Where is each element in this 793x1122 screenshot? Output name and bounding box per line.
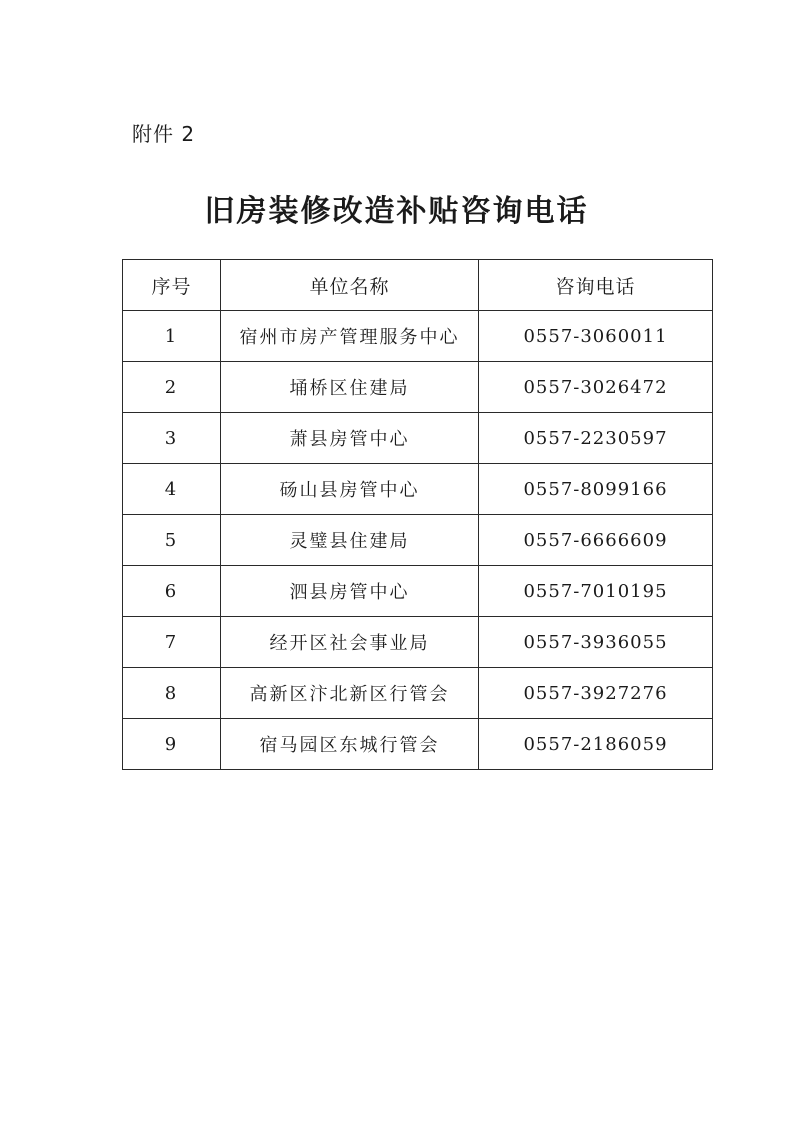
row-unit-name: 高新区汴北新区行管会 <box>221 668 479 719</box>
table-row <box>123 311 713 362</box>
table-row <box>123 515 713 566</box>
table-row <box>123 719 713 770</box>
contact-table <box>122 259 713 770</box>
row-serial-number: 3 <box>123 413 221 464</box>
row-phone: 0557-3060011 <box>479 311 713 362</box>
table-header-row <box>123 260 713 311</box>
header-unit-name: 单位名称 <box>221 260 479 311</box>
table-row <box>123 668 713 719</box>
row-unit-name: 萧县房管中心 <box>221 413 479 464</box>
row-unit-name: 经开区社会事业局 <box>221 617 479 668</box>
document-title: 旧房装修改造补贴咨询电话 <box>204 194 589 229</box>
row-phone: 0557-3026472 <box>479 362 713 413</box>
row-serial-number: 2 <box>123 362 221 413</box>
row-unit-name: 埇桥区住建局 <box>221 362 479 413</box>
row-phone: 0557-2186059 <box>479 719 713 770</box>
row-phone: 0557-3927276 <box>479 668 713 719</box>
row-serial-number: 4 <box>123 464 221 515</box>
row-serial-number: 7 <box>123 617 221 668</box>
row-phone: 0557-2230597 <box>479 413 713 464</box>
header-phone: 咨询电话 <box>479 260 713 311</box>
row-serial-number: 1 <box>123 311 221 362</box>
row-unit-name: 砀山县房管中心 <box>221 464 479 515</box>
table-row <box>123 413 713 464</box>
row-unit-name: 宿马园区东城行管会 <box>221 719 479 770</box>
row-serial-number: 5 <box>123 515 221 566</box>
row-phone: 0557-7010195 <box>479 566 713 617</box>
row-serial-number: 6 <box>123 566 221 617</box>
row-unit-name: 宿州市房产管理服务中心 <box>221 311 479 362</box>
row-phone: 0557-8099166 <box>479 464 713 515</box>
row-phone: 0557-3936055 <box>479 617 713 668</box>
row-unit-name: 泗县房管中心 <box>221 566 479 617</box>
row-phone: 0557-6666609 <box>479 515 713 566</box>
table-row <box>123 362 713 413</box>
table-row <box>123 464 713 515</box>
table-row <box>123 617 713 668</box>
table-row <box>123 566 713 617</box>
row-unit-name: 灵璧县住建局 <box>221 515 479 566</box>
row-serial-number: 9 <box>123 719 221 770</box>
row-serial-number: 8 <box>123 668 221 719</box>
header-serial-number: 序号 <box>123 260 221 311</box>
attachment-label: 附件 2 <box>132 122 196 146</box>
